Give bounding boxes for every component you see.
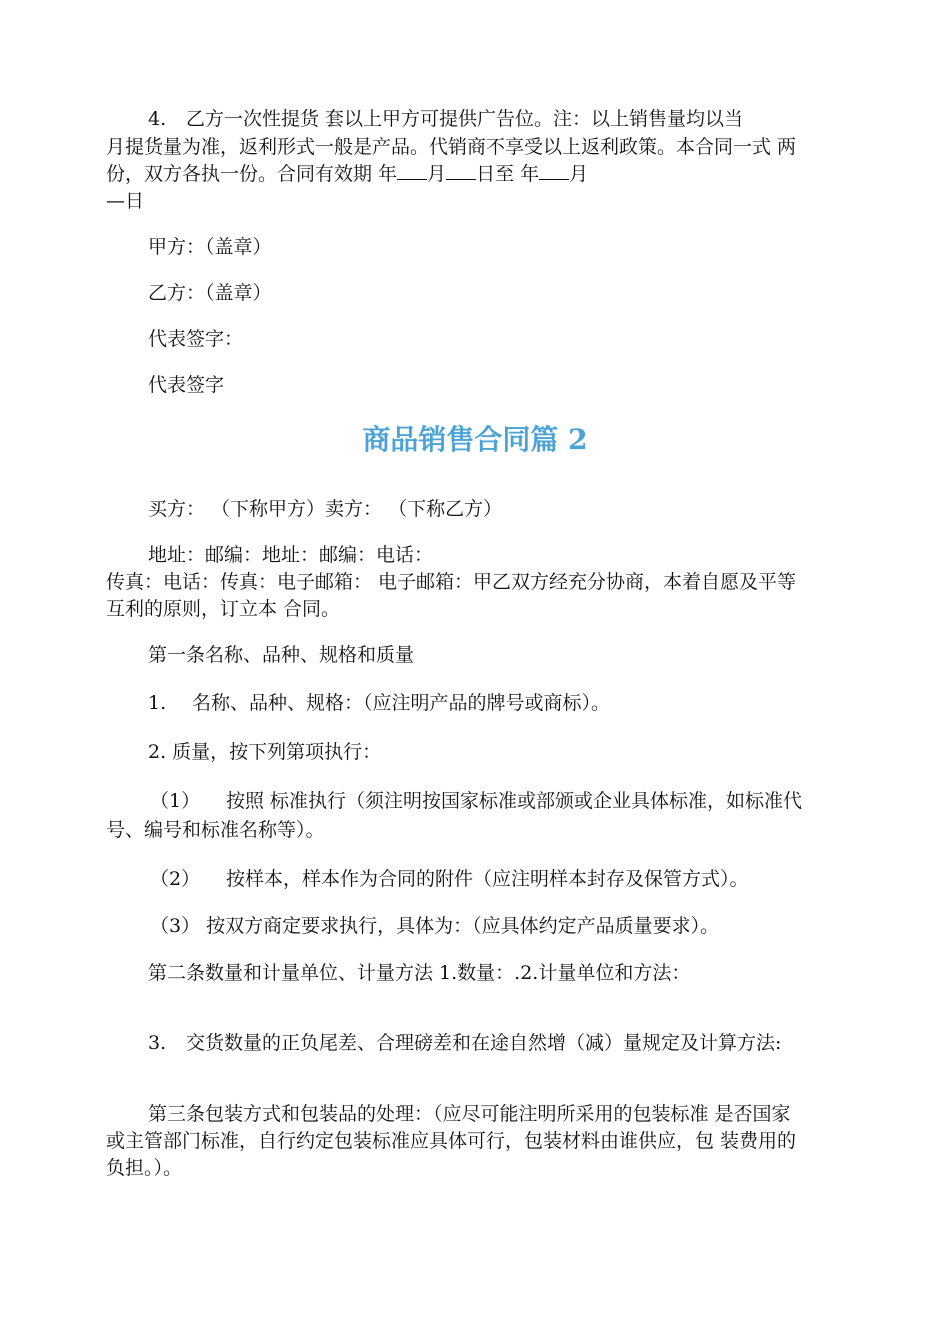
article-1-item-1-text: 名称、品种、规格：（应注明产品的牌号或商标）。 (192, 692, 611, 714)
quality-option-1-text: 按照 标准执行（须注明按国家标准或部颁或企业具体标准，如标准代 (226, 790, 803, 812)
blank-field (397, 161, 427, 180)
validity-text: 份，双方各执一份。合同有效期 年 (106, 163, 398, 185)
article-1-item-2: 2. 质量，按下列第项执行： (148, 741, 382, 763)
blank-field (539, 161, 569, 180)
quality-option-1-number: （1） (150, 790, 201, 812)
buyer-seller-line: 买方： （下称甲方）卖方： （下称乙方） (148, 498, 503, 520)
representative-signature: 代表签字： (148, 328, 244, 350)
party-a-seal: 甲方：（盖章） (148, 236, 272, 258)
paragraph-line: —日 (106, 190, 145, 212)
article-2-item-3-number: 3. (148, 1032, 167, 1054)
article-3-line: 或主管部门标准，自行约定包装标准应具体可行，包装材料由谁供应，包 装费用的 (106, 1130, 797, 1152)
validity-text: 月 (569, 163, 589, 185)
item-4-text: 乙方一次性提货 套以上甲方可提供广告位。注：以上销售量均以当 (186, 108, 744, 130)
article-3-line: 负担。）。 (106, 1157, 183, 1179)
item-4-number: 4. (148, 108, 167, 130)
fax-line: 传真：电话：传真：电子邮箱： 电子邮箱：甲乙双方经充分协商，本着自愿及平等 (106, 571, 797, 593)
article-2-heading: 第二条数量和计量单位、计量方法 1.数量：.2.计量单位和方法： (148, 962, 691, 984)
validity-text: 日至 年 (476, 163, 540, 185)
article-3-line: 第三条包装方式和包装品的处理：（应尽可能注明所采用的包装标准 是否国家 (148, 1103, 791, 1125)
quality-option-2-number: （2） (150, 868, 201, 890)
address-line: 地址：邮编：地址：邮编：电话： (148, 544, 434, 566)
section-title: 商品销售合同篇 2 (362, 423, 588, 456)
quality-option-3: （3） 按双方商定要求执行，具体为：（应具体约定产品质量要求）。 (150, 915, 720, 937)
article-2-item-3-text: 交货数量的正负尾差、合理磅差和在途自然增（减）量规定及计算方法: (186, 1032, 782, 1054)
party-b-seal: 乙方：（盖章） (148, 282, 272, 304)
principle-line: 互利的原则，订立本 合同。 (106, 598, 341, 620)
article-1-item-1-number: 1. (148, 692, 167, 714)
blank-field (446, 161, 476, 180)
validity-text: 月 (427, 163, 447, 185)
quality-option-1-continued: 号、编号和标准名称等）。 (106, 819, 325, 841)
paragraph-line: 月提货量为准，返利形式一般是产品。代销商不享受以上返利政策。本合同一式 两 (106, 136, 797, 158)
quality-option-2-text: 按样本，样本作为合同的附件（应注明样本封存及保管方式）。 (226, 868, 749, 890)
representative-signature: 代表签字 (148, 374, 225, 396)
paragraph-line (106, 161, 588, 187)
article-1-heading: 第一条名称、品种、规格和质量 (148, 644, 415, 666)
